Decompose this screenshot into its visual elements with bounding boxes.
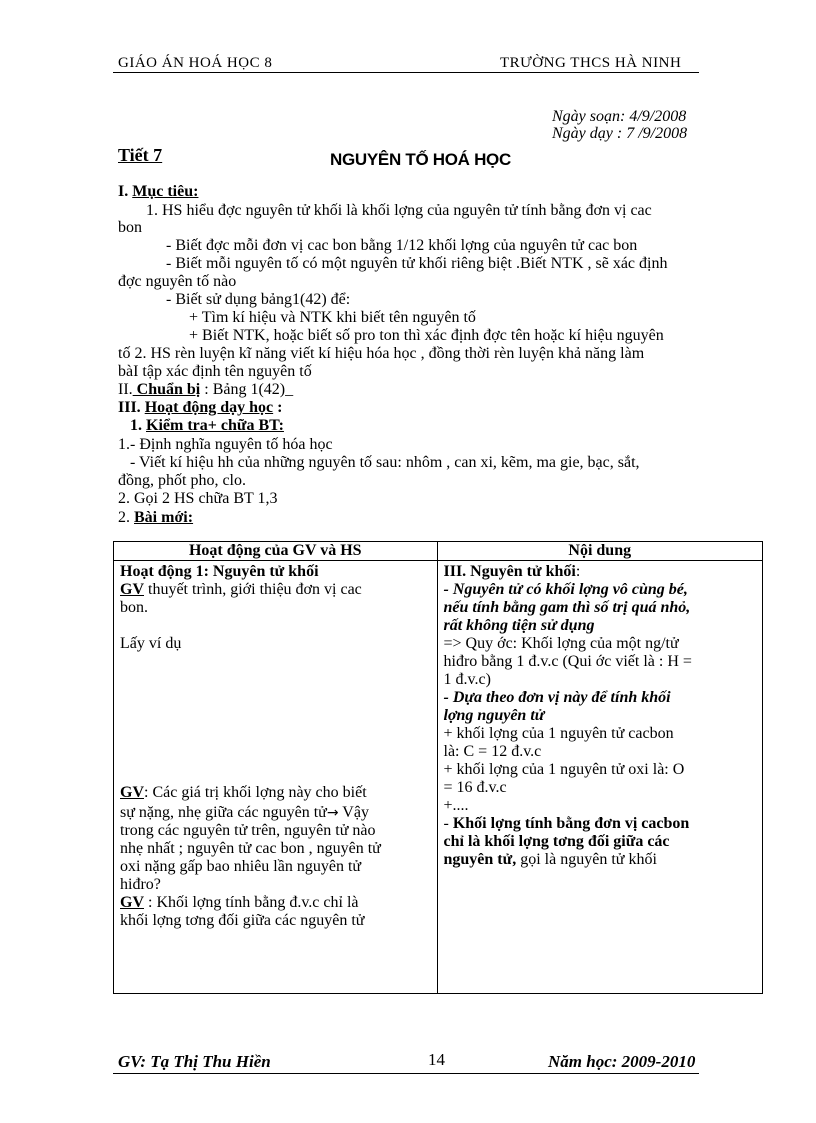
section-hoat-dong-label: Hoạt động dạy học — [144, 399, 274, 416]
gv3-line-1 — [120, 894, 359, 912]
objective-line-5: đợc nguyên tố nào — [118, 273, 237, 290]
section-muc-tieu-label: Mục tiêu: — [132, 183, 199, 200]
footer-year: Năm học: 2009-2010 — [548, 1052, 696, 1071]
content-line: lợng nguyên tử — [443, 707, 545, 724]
table-cell-right — [437, 561, 763, 994]
objective-line-9: tố 2. HS rèn luyện kĩ năng viết kí hiệu hóa học , đồng thời rèn luyện khả năng làm — [118, 345, 645, 362]
gv2-line-4: nhẹ nhất ; nguyên tử cac bon , nguyên tử — [120, 840, 381, 857]
content-line: + khối lợng của 1 nguyên tử oxi là: O — [443, 761, 685, 778]
content-line: +.... — [443, 797, 469, 814]
page-title: NGUYÊN TỐ HOÁ HỌC — [330, 150, 511, 169]
activity-table — [113, 541, 763, 994]
objective-line-3: - Biết đợc mỗi đơn vị cac bon bằng 1/12 khối lợng của nguyên tử cac bon — [166, 237, 638, 254]
header-rule — [113, 72, 699, 73]
section-hoat-dong-num: III. — [118, 399, 145, 416]
content-text: gọi là nguyên tử khối — [516, 851, 657, 868]
table-row — [114, 561, 763, 994]
example-line: Lấy ví dụ — [120, 635, 182, 652]
gv-label: GV — [120, 581, 144, 598]
section-chuan-bi — [118, 381, 293, 399]
gv2-line-6: hiđro? — [120, 876, 161, 893]
content-line: rất không tiện sử dụng — [443, 617, 595, 634]
footer-rule — [113, 1073, 699, 1074]
gv-line-1 — [120, 581, 362, 599]
section-chuan-bi-num: II. — [118, 381, 133, 398]
check-line-4: 2. Gọi 2 HS chữa BT 1,3 — [118, 490, 278, 507]
table-cell-left — [114, 561, 438, 994]
section-kiem-tra-num: 1. — [130, 417, 146, 434]
gv3-line-2: khối lợng tơng đối giữa các nguyên tử — [120, 912, 365, 929]
gv-line-2: bon. — [120, 599, 148, 616]
section-muc-tieu-num: I. — [118, 183, 133, 200]
section-hoat-dong — [118, 399, 282, 417]
check-line-2: - Viết kí hiệu hh của những nguyên tố sau: nhôm , can xi, kẽm, ma gie, bạc, sắt, — [130, 454, 640, 471]
content-dash: - — [443, 815, 453, 832]
footer-author: GV: Tạ Thị Thu Hiền — [118, 1052, 271, 1071]
content-heading-colon: : — [575, 563, 581, 580]
table-header-row — [114, 542, 763, 561]
section-hoat-dong-colon: : — [273, 399, 283, 416]
objective-line-1: 1. HS hiểu đợc nguyên tử khối là khối lợng của nguyên tử tính bằng đơn vị cac — [146, 202, 652, 219]
section-kiem-tra-label: Kiểm tra+ chữa BT: — [146, 417, 284, 434]
section-kiem-tra — [130, 417, 284, 435]
section-muc-tieu — [118, 183, 198, 201]
content-heading-text: III. Nguyên tử khối — [443, 563, 576, 580]
arrow-right-icon: → — [326, 805, 339, 821]
content-line: nếu tính bằng gam thì số trị quá nhỏ, — [443, 599, 691, 616]
header-right: TRƯỜNG THCS HÀ NINH — [500, 55, 682, 71]
gv-text: sự nặng, nhẹ giữa các nguyên tử — [120, 804, 327, 821]
section-bai-moi — [118, 509, 193, 527]
section-chuan-bi-label: Chuẩn bị — [132, 381, 201, 398]
header-left: GIÁO ÁN HOÁ HỌC 8 — [118, 55, 273, 71]
content-heading — [444, 563, 581, 581]
content-line: - Dựa theo đơn vị này để tính khối — [443, 689, 671, 706]
gv2-line-3: trong các nguyên tử trên, nguyên tử nào — [120, 822, 376, 839]
gv-label: GV — [120, 784, 144, 801]
gv-text: : Các giá trị khối lợng này cho biết — [144, 784, 367, 801]
table-header-activities: Hoạt động của GV và HS — [114, 542, 438, 561]
objective-line-2: bon — [118, 219, 142, 236]
section-bai-moi-label: Bài mới: — [134, 509, 194, 526]
content-line: chỉ là khối lợng tơng đối giữa các — [443, 833, 670, 850]
check-line-1: 1.- Định nghĩa nguyên tố hóa học — [118, 436, 333, 453]
gv-label: GV — [120, 894, 144, 911]
objective-line-4: - Biết mỗi nguyên tố có một nguyên tử khối riêng biệt .Biết NTK , sẽ xác định — [166, 255, 668, 272]
gv-text: : Khối lợng tính bằng đ.v.c chỉ là — [144, 894, 359, 911]
date-day: Ngày dạy : 7 /9/2008 — [552, 125, 688, 142]
objective-line-8: + Biết NTK, hoặc biết số pro ton thì xác định đợc tên hoặc kí hiệu nguyên — [189, 327, 664, 344]
content-line: 1 đ.v.c) — [443, 671, 491, 688]
content-bold: nguyên tử, — [443, 851, 517, 868]
date-soan: Ngày soạn: 4/9/2008 — [552, 108, 687, 125]
check-line-3: đồng, phốt pho, clo. — [118, 472, 246, 489]
content-line — [444, 851, 657, 869]
section-chuan-bi-text: : Bảng 1(42)_ — [200, 381, 294, 398]
content-line: - Nguyên tử có khối lợng vô cùng bé, — [443, 581, 688, 598]
page-number: 14 — [428, 1050, 445, 1069]
content-line — [444, 815, 690, 833]
lesson-number: Tiết 7 — [118, 145, 163, 165]
table-header-content: Nội dung — [437, 542, 763, 561]
content-line: => Quy ớc: Khối lợng của một ng/tử — [443, 635, 679, 652]
activity-1-heading: Hoạt động 1: Nguyên tử khối — [120, 563, 319, 580]
gv2-line-2 — [120, 804, 369, 822]
content-line: + khối lợng của 1 nguyên tử cacbon — [443, 725, 674, 742]
gv-text: Vậy — [338, 804, 369, 821]
content-line: hiđro bằng 1 đ.v.c (Qui ớc viết là : H = — [443, 653, 692, 670]
gv-text: thuyết trình, giới thiệu đơn vị cac — [144, 581, 362, 598]
gv2-line-5: oxi nặng gấp bao nhiêu lần nguyên tử — [120, 858, 362, 875]
content-line: = 16 đ.v.c — [443, 779, 507, 796]
section-bai-moi-num: 2. — [118, 509, 134, 526]
content-line: là: C = 12 đ.v.c — [443, 743, 542, 760]
objective-line-7: + Tìm kí hiệu và NTK khi biết tên nguyên tố — [189, 309, 476, 326]
objective-line-10: bàI tập xác định tên nguyên tố — [118, 363, 312, 380]
gv2-line-1 — [120, 784, 367, 802]
objective-line-6: - Biết sử dụng bảng1(42) để: — [166, 291, 351, 308]
content-bold: Khối lợng tính bằng đơn vị cacbon — [452, 815, 690, 832]
